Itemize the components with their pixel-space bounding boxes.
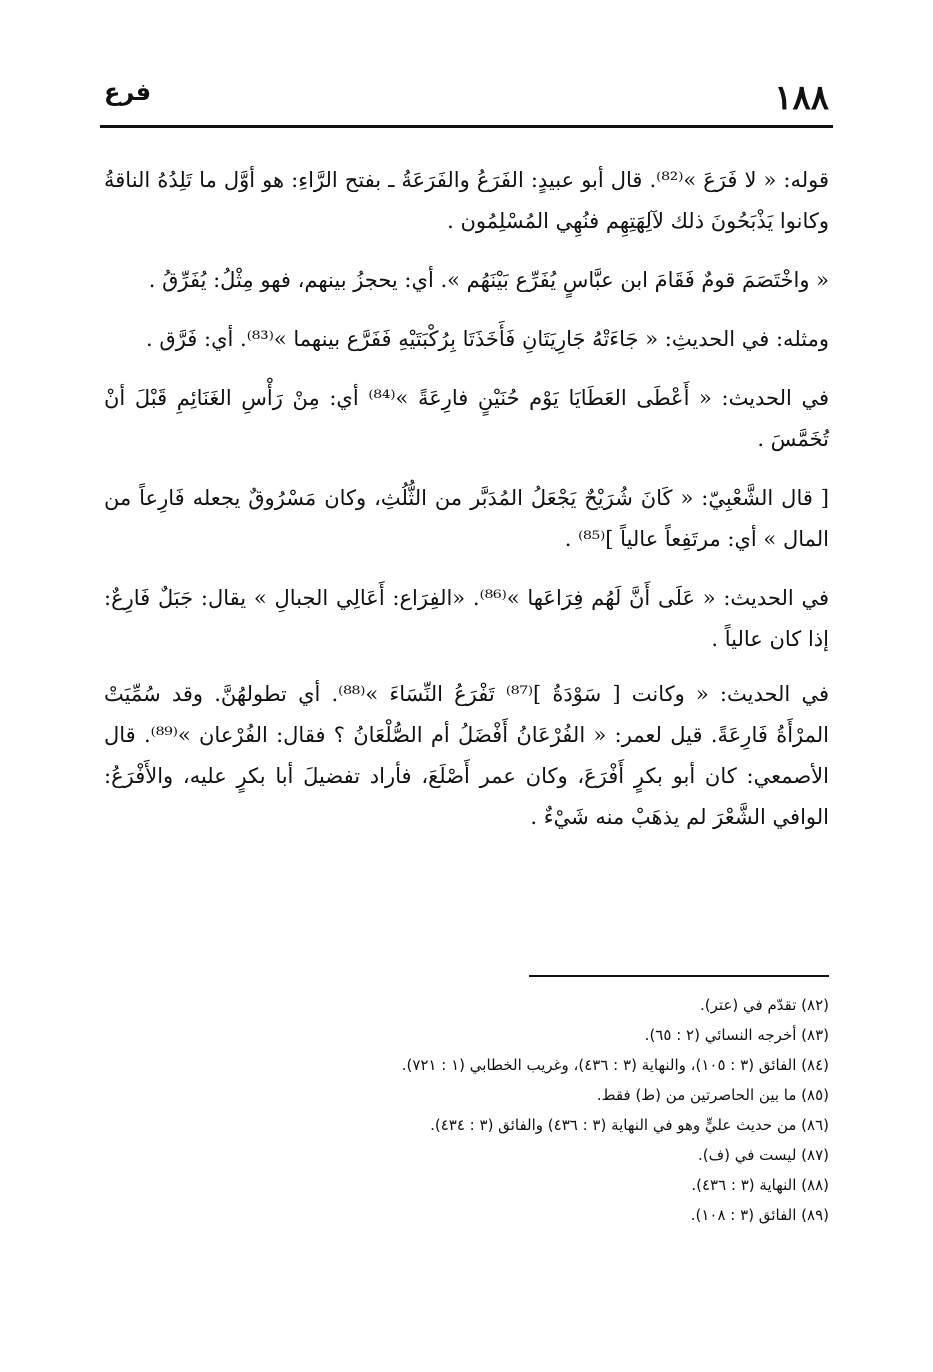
footnote-separator <box>529 975 829 977</box>
header-rule <box>100 125 833 128</box>
page-number: ١٨٨ <box>774 78 829 118</box>
running-title: فرع <box>104 78 152 106</box>
footnote: (٨٥) ما بين الحاصرتين من (ط) فقط. <box>596 1086 829 1104</box>
paragraph: [ قال الشَّعْبِيّ: « كَانَ شُرَيْحٌ يَجْعَلُ المُدَبَّر من الثُّلُثِ، وكان مَسْرُوقٌ يجعله فَارِعاً من المال » أي: مرتَفِعاً عالياً ]⁽⁸⁵⁾ . <box>104 486 829 551</box>
paragraph: قوله: « لا فَرَعَ »⁽⁸²⁾. قال أبو عبيدٍ: الفَرَعُ والفَرَعَةُ ـ بفتح الرَّاءِ: هو أوَّل ما تَلِدُهُ الناقةُ وكانوا يَذْبَحُونَ ذلك لآلِهَتِهِم فنُهِي المُسْلِمُون . <box>104 168 829 233</box>
footnote: (٨٨) النهاية (٣ : ٤٣٦). <box>691 1176 829 1194</box>
footnote: (٨٢) تقدّم في (عتر). <box>700 996 829 1014</box>
footnote: (٨٣) أخرجه النسائي (٢ : ٦٥). <box>644 1026 829 1044</box>
footnote: (٨٧) ليست في (ف). <box>697 1146 829 1164</box>
footnote: (٨٦) من حديث عليٍّ وهو في النهاية (٣ : ٤٣٦) والفائق (٣ : ٤٣٤). <box>430 1116 829 1134</box>
footnote: (٨٤) الفائق (٣ : ١٠٥)، والنهاية (٣ : ٤٣٦)، وغريب الخطابي (١ : ٧٢١). <box>401 1056 829 1074</box>
paragraph: ومثله: في الحديثِ: « جَاءَتْهُ جَارِيَتَانِ فَأَخَذَتَا بِرُكْبَتَيْهِ فَفَرَّع بينهما »⁽⁸³⁾. أي: فَرَّق . <box>146 327 829 351</box>
paragraph: في الحديث: « وكانت [ سَوْدَةُ ]⁽⁸⁷⁾ تَفْرَعُ النِّسَاءَ »⁽⁸⁸⁾. أي تطولهُنَّ. وقد سُمِّيَتْ المرْأَةُ فَارِعَةً. قيل لعمر: « الفُرْعَانُ أَفْضَلُ أم الصُّلْعَانُ ؟ فقال: الفُرْعان »⁽⁸⁹⁾. قال الأصمعي: كان أبو بكرٍ أَفْرَعَ، وكان عمر أَصْلَعَ، فأراد تفضيلَ أبا بكرٍ عليه، والأَفْرَعُ: الوافي الشَّعْرَ لم يذهَبْ منه شَيْءٌ . <box>104 682 829 829</box>
paragraph: « واخْتَصَمَ قومٌ فَقَامَ ابن عبَّاسٍ يُفَرِّع بَيْنَهُم ». أي: يحجزُ بينهم، فهو مِثْلُ: يُفَرِّقُ . <box>148 268 829 292</box>
paragraph: في الحديث: « أَعْطَى العَطَايَا يَوْم حُنَيْنٍ فارِعَةً »⁽⁸⁴⁾ أي: مِنْ رَأْسِ الغَنَائِمِ قَبْلَ أنْ تُخَمَّسَ . <box>104 386 829 451</box>
footnotes <box>104 990 829 1230</box>
main-text <box>104 160 829 856</box>
page-header <box>104 78 829 122</box>
paragraph: في الحديث: « عَلَى أَنَّ لَهُم فِرَاعَها »⁽⁸⁶⁾. «الفِرَاع: أَعَالِي الجبالِ » يقال: جَبَلٌ فَارِعٌ: إذا كان عالياً . <box>104 586 829 651</box>
footnote: (٨٩) الفائق (٣ : ١٠٨). <box>690 1206 829 1224</box>
